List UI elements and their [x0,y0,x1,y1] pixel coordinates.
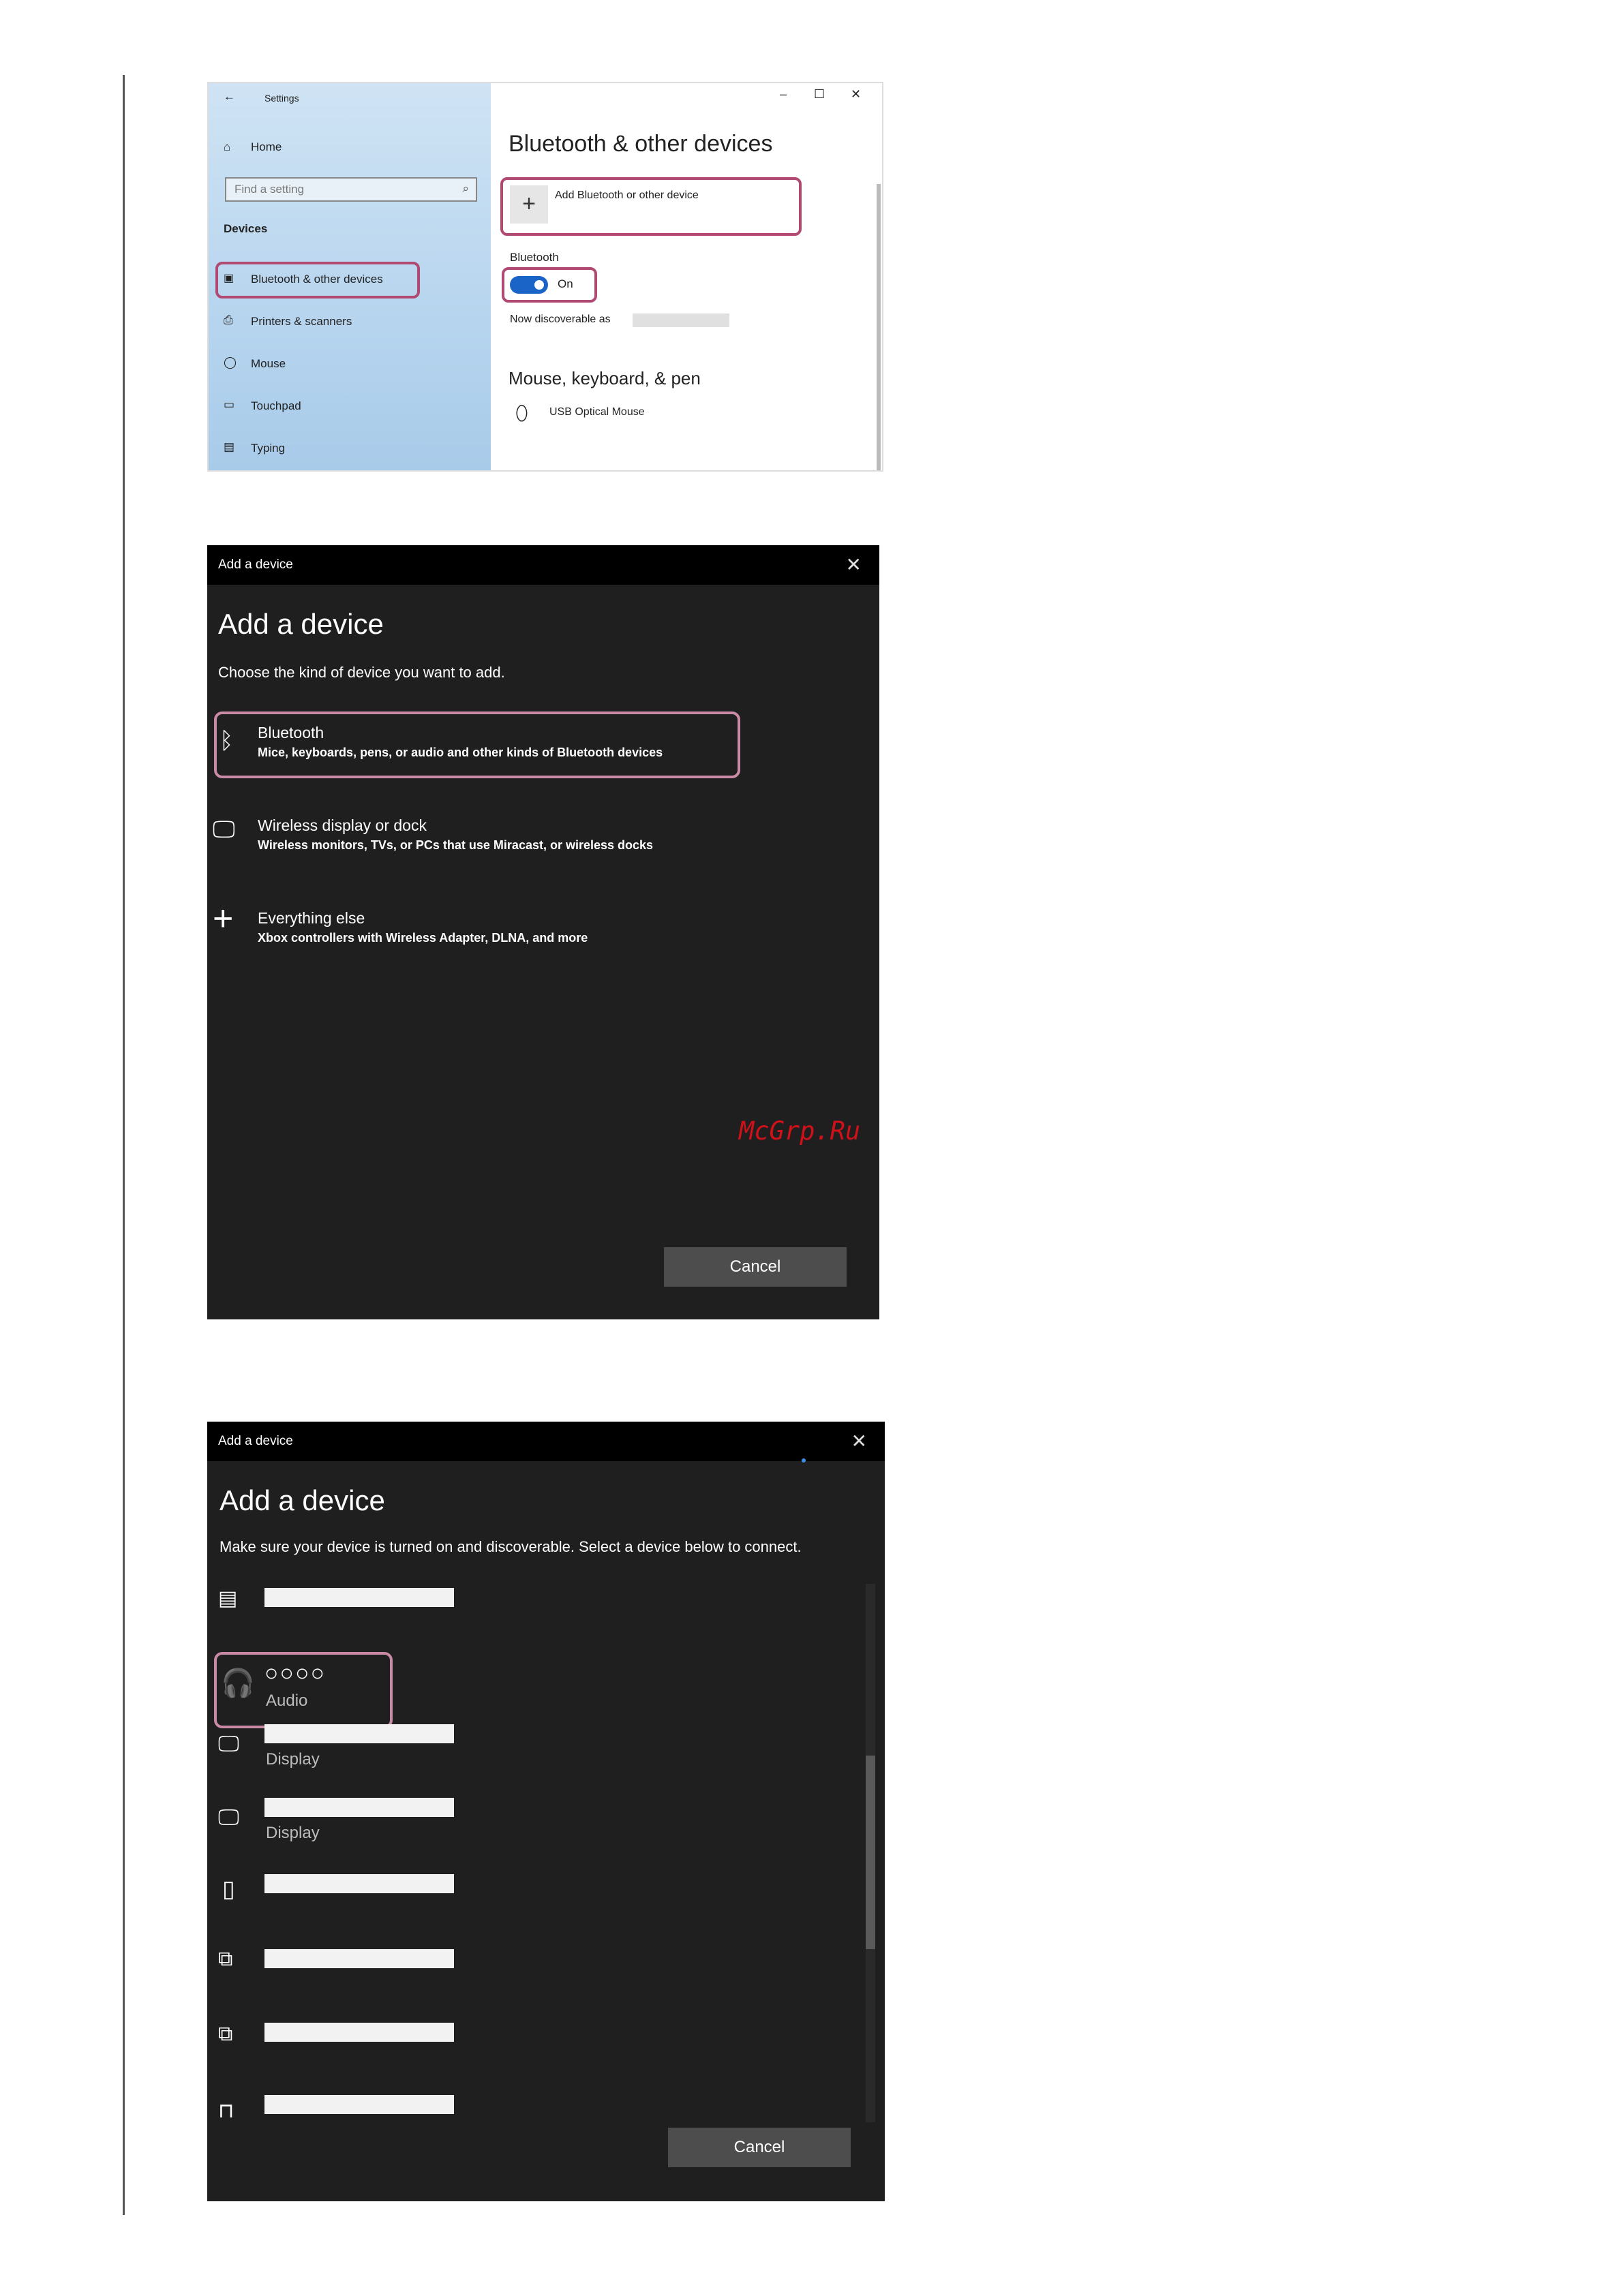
search-icon: ⌕ [462,182,469,195]
tablet-device-icon: ⧉ [218,2023,233,2045]
search-input[interactable] [225,177,477,202]
generic-device-icon: ⊓ [218,2100,234,2122]
close-button[interactable]: ✕ [851,87,862,101]
cancel-button[interactable]: Cancel [668,2128,851,2167]
display-device-icon: 🖵 [218,1731,239,1756]
option-everything-else-subtitle[interactable]: Xbox controllers with Wireless Adapter, DLNA, and more [258,931,588,945]
option-bluetooth-title[interactable]: Bluetooth [258,724,324,741]
dialog-heading: Add a device [219,1484,385,1516]
headset-icon: 🎧 [221,1668,255,1698]
display-device-type-1: Display [266,1750,320,1769]
add-device-button[interactable]: Add Bluetooth or other device [555,189,699,201]
dialog-instruction: Choose the kind of device you want to add. [218,664,505,681]
cancel-button[interactable]: Cancel [664,1247,847,1287]
bluetooth-icon: ᛒ [219,728,234,754]
touchpad-icon: ▭ [224,398,235,411]
highlight-bluetooth-option [214,711,740,778]
dialog-close-button[interactable]: ✕ [851,1430,867,1452]
tablet-device-icon: ⧉ [218,1948,233,1970]
redacted-device-name[interactable] [264,1724,454,1743]
search-placeholder: Find a setting [234,183,305,196]
bluetooth-devices-icon: ▣ [224,273,234,284]
settings-sidebar [209,83,491,470]
back-arrow-icon[interactable]: ← [224,90,235,103]
sidebar-item-home[interactable]: Home [251,140,282,153]
mouse-icon: ◯ [224,356,237,369]
section-label: Devices [224,222,268,235]
minimize-button[interactable]: – [780,87,787,101]
device-list-scroll-thumb[interactable] [866,1756,875,1949]
mouse-section-title: Mouse, keyboard, & pen [509,368,701,388]
sidebar-item-touchpad[interactable]: Touchpad [251,399,301,412]
display-device-icon: 🖵 [218,1805,239,1829]
dialog-titlebar [207,545,879,585]
watermark: McGrp.Ru [739,1116,861,1146]
audio-device-type: Audio [266,1692,308,1710]
dialog-instruction: Make sure your device is turned on and discoverable. Select a device below to connect. [219,1538,802,1555]
redacted-device-name[interactable] [264,1588,454,1607]
margin-rule [123,75,125,2215]
sidebar-item-mouse[interactable]: Mouse [251,357,286,370]
redacted-device-name[interactable] [264,1874,454,1893]
dialog-titlebar [207,1422,885,1461]
maximize-button[interactable]: ☐ [814,87,825,101]
add-device-dialog-list [207,1422,885,2201]
redacted-device-name[interactable] [264,1949,454,1968]
computer-device-icon: ▤ [218,1587,238,1610]
home-icon: ⌂ [224,140,231,153]
redacted-device-name[interactable] [264,2023,454,2042]
phone-device-icon: ▯ [222,1876,235,1902]
dialog-window-title: Add a device [218,557,293,572]
option-bluetooth-subtitle[interactable]: Mice, keyboards, pens, or audio and other kinds of Bluetooth devices [258,746,663,759]
redacted-device-name [633,313,729,327]
sidebar-item-printers[interactable]: Printers & scanners [251,315,352,328]
option-wireless-display-subtitle[interactable]: Wireless monitors, TVs, or PCs that use Miracast, or wireless docks [258,838,654,852]
redacted-device-name[interactable] [264,1798,454,1817]
dialog-window-title: Add a device [218,1434,293,1448]
add-device-dialog-type [207,545,879,1319]
bluetooth-label: Bluetooth [510,251,559,264]
display-device-type-2: Display [266,1824,320,1842]
bluetooth-state: On [558,277,573,290]
keyboard-icon: ▤ [224,440,235,453]
sidebar-item-typing[interactable]: Typing [251,442,286,455]
mouse-device-icon: ⬯ [515,402,528,425]
audio-device-name[interactable]: ○○○○ [264,1660,327,1686]
add-device-plus-icon[interactable]: + [510,185,548,224]
window-title: Settings [264,93,299,104]
dialog-close-button[interactable]: ✕ [845,554,862,575]
dialog-heading: Add a device [218,608,384,640]
page-title: Bluetooth & other devices [509,131,773,157]
bluetooth-toggle[interactable] [510,276,548,294]
mouse-device-name[interactable]: USB Optical Mouse [549,406,645,418]
settings-window [207,82,883,472]
sidebar-item-bluetooth[interactable]: Bluetooth & other devices [251,273,383,286]
option-wireless-display-title[interactable]: Wireless display or dock [258,816,427,834]
option-everything-else-title[interactable]: Everything else [258,909,365,927]
monitor-icon: 🖵 [213,816,235,842]
redacted-device-name[interactable] [264,2095,454,2114]
plus-icon: + [213,899,234,938]
printer-icon: ⎙ [224,313,233,326]
progress-dot [802,1458,806,1463]
discoverable-label: Now discoverable as [510,313,611,325]
settings-scrollbar[interactable] [877,184,881,470]
